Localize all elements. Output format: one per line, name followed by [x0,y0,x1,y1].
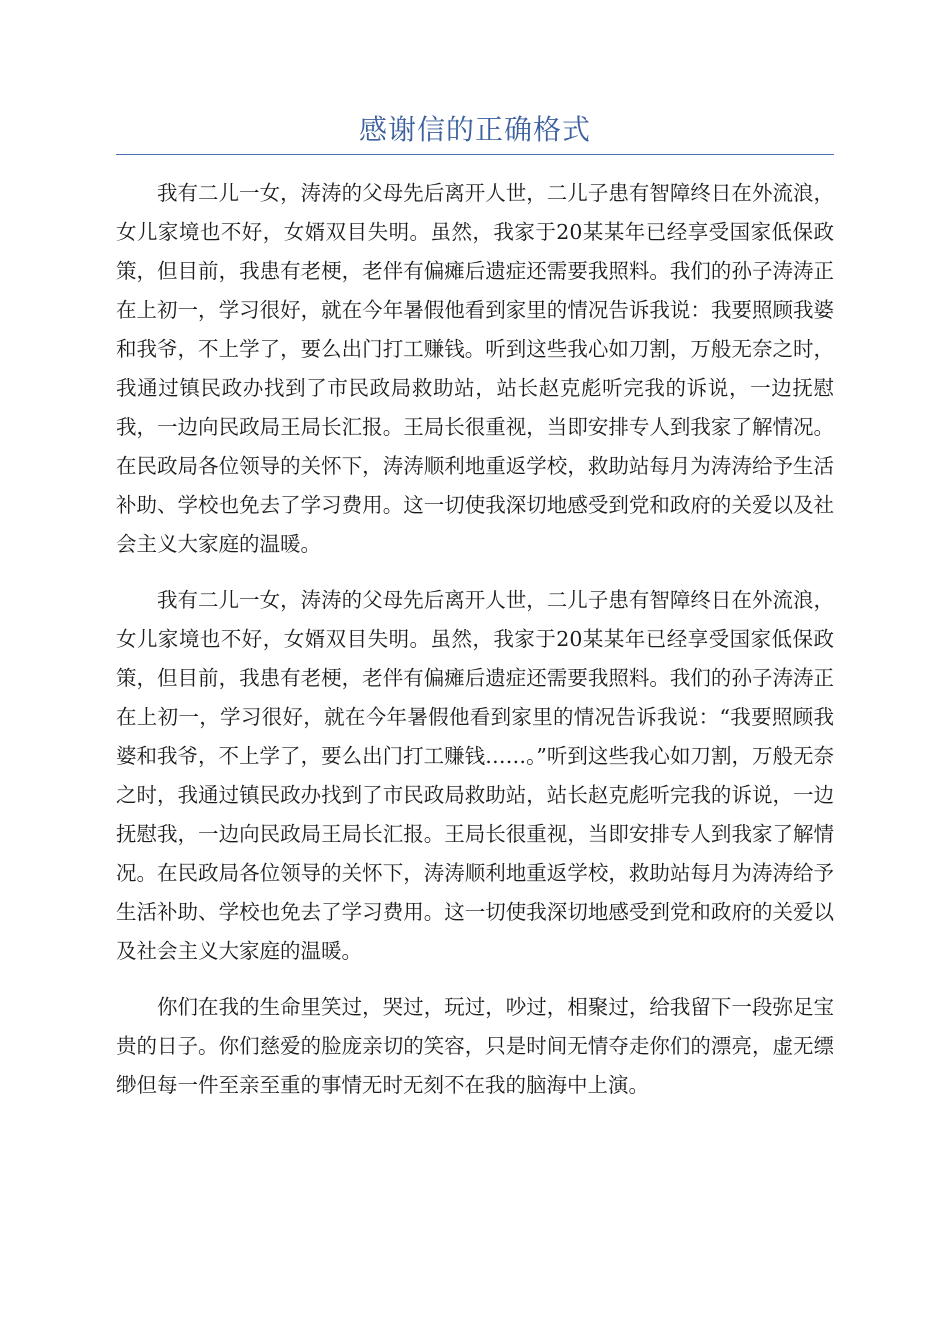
document-body [116,174,834,1122]
paragraph-1: 我有二儿一女，涛涛的父母先后离开人世，二儿子患有智障终日在外流浪，女儿家境也不好，女婿双目失明。虽然，我家于20某某年已经享受国家低保政策，但目前，我患有老梗，老伴有偏瘫后遗症还需要我照料。我们的孙子涛涛正在上初一，学习很好，就在今年暑假他看到家里的情况告诉我说：我要照顾我婆和我爷，不上学了，要么出门打工赚钱。听到这些我心如刀割，万般无奈之时，我通过镇民政办找到了市民政局救助站，站长赵克彪听完我的诉说，一边抚慰我，一边向民政局王局长汇报。王局长很重视，当即安排专人到我家了解情况。在民政局各位领导的关怀下，涛涛顺利地重返学校，救助站每月为涛涛给予生活补助、学校也免去了学习费用。这一切使我深切地感受到党和政府的关爱以及社会主义大家庭的温暖。 [116,181,834,556]
paragraph-2: 我有二儿一女，涛涛的父母先后离开人世，二儿子患有智障终日在外流浪，女儿家境也不好，女婿双目失明。虽然，我家于20某某年已经享受国家低保政策，但目前，我患有老梗，老伴有偏瘫后遗症还需要我照料。我们的孙子涛涛正在上初一，学习很好，就在今年暑假他看到家里的情况告诉我说：“我要照顾我婆和我爷，不上学了，要么出门打工赚钱……。”听到这些我心如刀割，万般无奈之时，我通过镇民政办找到了市民政局救助站，站长赵克彪听完我的诉说，一边抚慰我，一边向民政局王局长汇报。王局长很重视，当即安排专人到我家了解情况。在民政局各位领导的关怀下，涛涛顺利地重返学校，救助站每月为涛涛给予生活补助、学校也免去了学习费用。这一切使我深切地感受到党和政府的关爱以及社会主义大家庭的温暖。 [116,588,834,963]
title-underline [116,108,834,155]
paragraph-3: 你们在我的生命里笑过，哭过，玩过，吵过，相聚过，给我留下一段弥足宝贵的日子。你们慈爱的脸庞亲切的笑容，只是时间无情夺走你们的漂亮，虚无缥缈但每一件至亲至重的事情无时无刻不在我的脑海中上演。 [116,995,834,1097]
page-title: 感谢信的正确格式 [358,113,591,146]
